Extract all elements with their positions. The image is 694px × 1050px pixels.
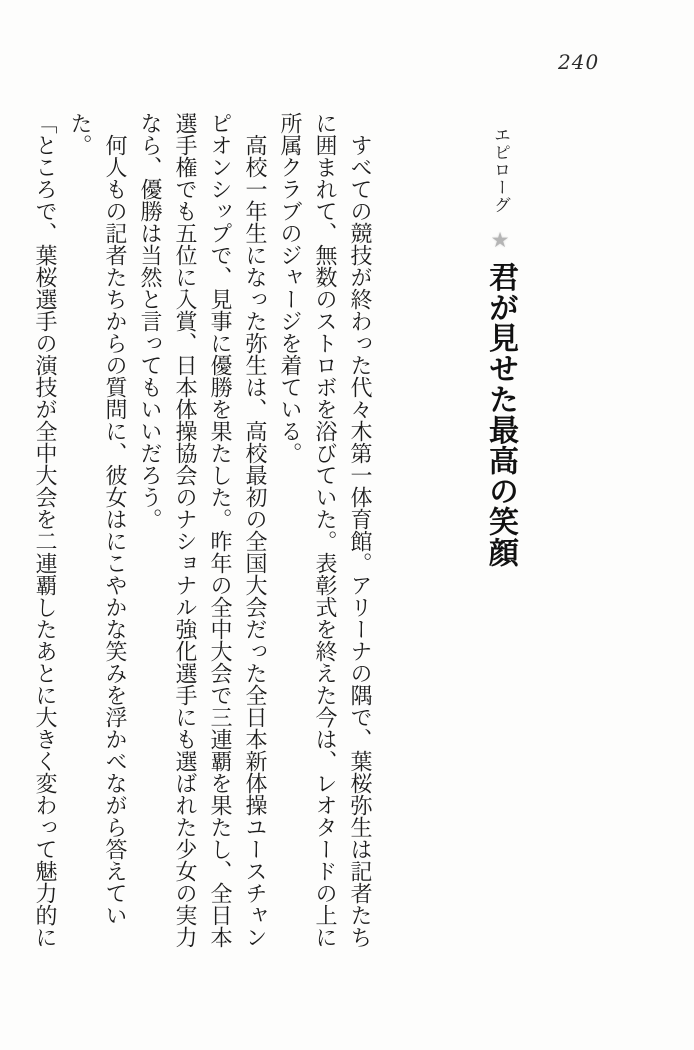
paragraph-text: 「ところで、葉桜選手の演技が全中大会を二連覇したあとに大きく変わって魅力的に bbox=[32, 112, 57, 948]
body-text bbox=[32, 112, 377, 950]
paragraph-text: 何人もの記者たちからの質問に、彼女はにこやかな笑みを浮かべながら答えていた bbox=[67, 112, 127, 926]
hanging-punctuation: 。 bbox=[67, 134, 92, 156]
star-icon: ★ bbox=[488, 227, 512, 252]
chapter-heading bbox=[483, 122, 517, 1002]
body-paragraph bbox=[272, 112, 377, 950]
body-paragraph bbox=[62, 112, 132, 950]
body-paragraph bbox=[27, 112, 62, 950]
page-number: 240 bbox=[558, 50, 600, 74]
paragraph-text: 高校一年生になった弥生は、高校最初の全国大会だった全日本新体操ユースチャンピオンシップで、見事に優勝を果たした。昨年の全中大会で三連覇を果たし、全日本選手権でも五位に入賞、日本体操協会のナショナル強化選手にも選ばれた少女の実力なら、優勝は当然と言ってもいいだろう。 bbox=[137, 112, 267, 948]
paragraph-text: すべての競技が終わった代々木第一体育館。アリーナの隅で、葉桜弥生は記者たちに囲まれて、無数のストロボを浴びていた。表彰式を終えた今は、レオタードの上に所属クラブのジャージを着ている。 bbox=[277, 112, 372, 948]
body-paragraph bbox=[132, 112, 272, 950]
chapter-title: 君が見せた最高の笑顔 bbox=[483, 261, 518, 568]
epilogue-label: エピローグ bbox=[490, 126, 510, 214]
